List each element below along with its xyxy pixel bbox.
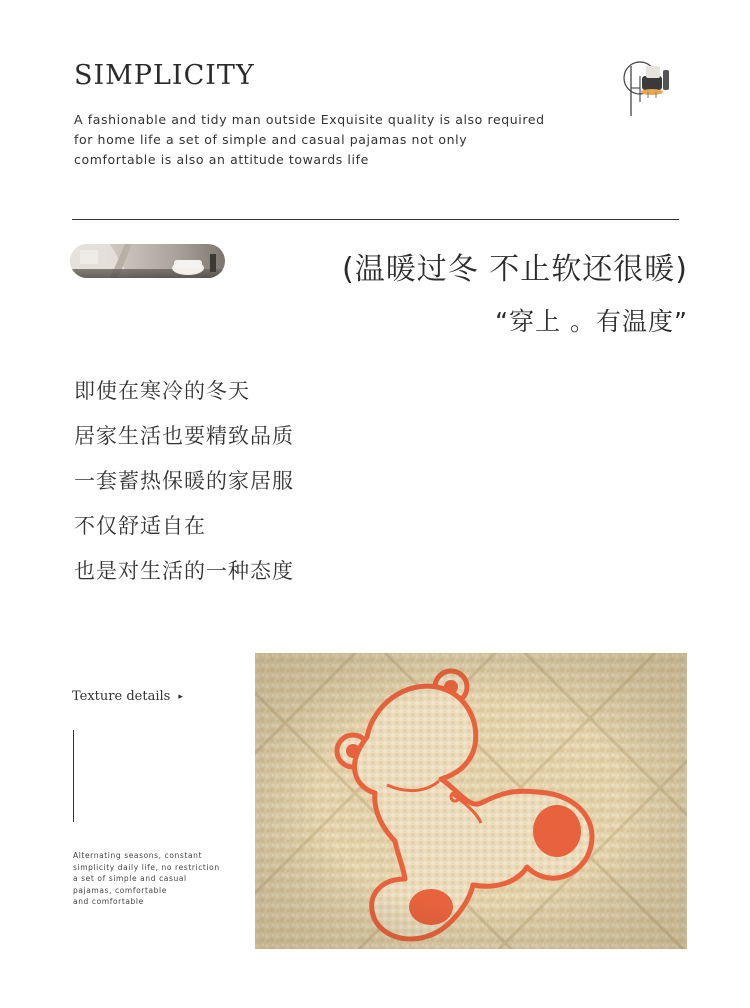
body-line: 也是对生活的一种态度 <box>74 559 294 583</box>
fleece-bear-embroidery-photo <box>255 653 687 949</box>
texture-note-line: Alternating seasons, constant <box>73 851 203 860</box>
texture-note-line: a set of simple and casual <box>73 874 187 884</box>
body-line: 即使在寒冷的冬天 <box>74 379 250 403</box>
subheadline: “穿上 。有温度” <box>495 307 688 336</box>
arrow-right-icon: ▸ <box>178 692 183 702</box>
section-divider <box>72 219 679 220</box>
vertical-rule <box>73 730 74 822</box>
intro-text <box>74 110 594 170</box>
texture-note <box>73 850 243 908</box>
body-line: 不仅舒适自在 <box>74 514 206 538</box>
body-line: 一套蓄热保暖的家居服 <box>74 469 294 493</box>
body-text-list <box>74 369 294 594</box>
intro-line: comfortable is also an attitude towards life <box>74 152 369 167</box>
intro-line: for home life a set of simple and casual pajamas not only <box>74 132 468 147</box>
room-interior-thumbnail <box>70 244 225 278</box>
headline: (温暖过冬 不止软还很暖) <box>342 252 688 287</box>
texture-note-line: simplicity daily life, no restriction <box>73 862 220 872</box>
texture-note-line: pajamas, comfortable <box>73 885 167 895</box>
page-title: SIMPLICITY <box>74 60 255 91</box>
texture-note-line: and comfortable <box>73 897 144 907</box>
intro-line: A fashionable and tidy man outside Exquisite quality is also required <box>74 112 545 127</box>
texture-details-text: Texture details <box>72 689 171 704</box>
lamp-sofa-logo-icon <box>618 58 680 120</box>
texture-details-label <box>72 689 183 704</box>
body-line: 居家生活也要精致品质 <box>74 424 294 448</box>
